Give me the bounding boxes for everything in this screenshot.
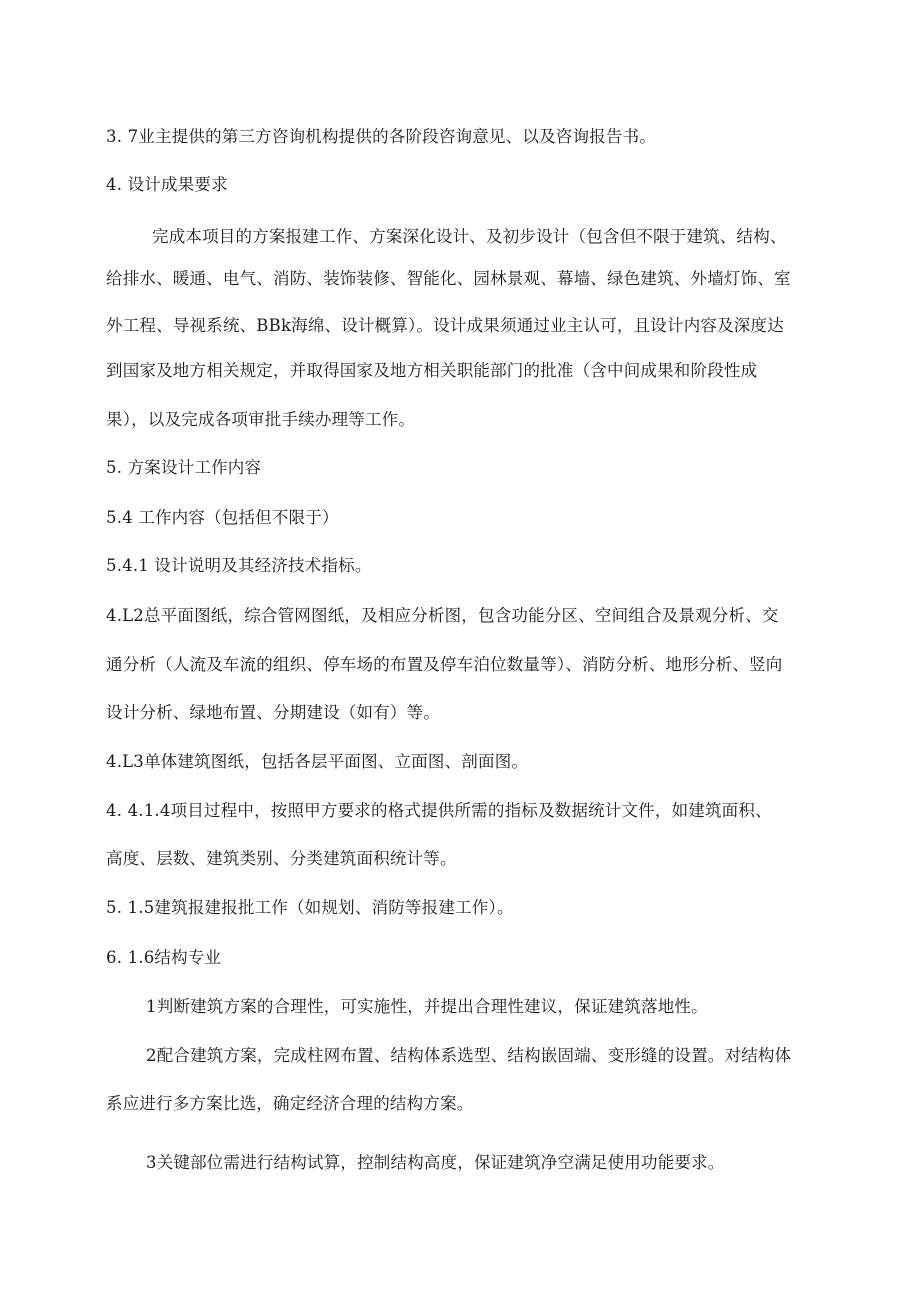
item-4-l2: 4.L2总平面图纸，综合管网图纸，及相应分析图，包含功能分区、空间组合及景观分析、交 xyxy=(106,606,779,625)
paragraph-line: 果），以及完成各项审批手续办理等工作。 xyxy=(106,410,416,429)
structure-point-1: 1判断建筑方案的合理性，可实施性，并提出合理性建议，保证建筑落地性。 xyxy=(146,997,708,1016)
paragraph-line: 系应进行多方案比选，确定经济合理的结构方案。 xyxy=(106,1094,474,1113)
paragraph-line: 通分析（人流及车流的组织、停车场的布置及停车泊位数量等）、消防分析、地形分析、竖向 xyxy=(106,655,783,674)
item-3-7: 3. 7业主提供的第三方咨询机构提供的各阶段咨询意见、以及咨询报告书。 xyxy=(106,127,656,146)
heading-5-scheme-design: 5. 方案设计工作内容 xyxy=(106,458,262,477)
structure-point-2: 2配合建筑方案，完成柱网布置、结构体系选型、结构嵌固端、变形缝的设置。对结构体 xyxy=(146,1046,792,1065)
paragraph-line: 给排水、暖通、电气、消防、装饰装修、智能化、园林景观、幕墙、绿色建筑、外墙灯饰、室 xyxy=(106,269,791,288)
paragraph-line: 高度、层数、建筑类别、分类建筑面积统计等。 xyxy=(106,849,457,868)
paragraph-line: 到国家及地方相关规定，并取得国家及地方相关职能部门的批准（含中间成果和阶段性成 xyxy=(106,361,758,380)
item-6-1-6: 6. 1.6结构专业 xyxy=(106,948,222,967)
structure-point-3: 3关键部位需进行结构试算，控制结构高度，保证建筑净空满足使用功能要求。 xyxy=(146,1153,725,1172)
paragraph-line: 完成本项目的方案报建工作、方案深化设计、及初步设计（包含但不限于建筑、结构、 xyxy=(152,227,787,246)
item-5-4-1: 5.4.1 设计说明及其经济技术指标。 xyxy=(106,556,372,575)
heading-4-design-results: 4. 设计成果要求 xyxy=(106,175,228,194)
item-4-l3: 4.L3单体建筑图纸，包括各层平面图、立面图、剖面图。 xyxy=(106,752,529,771)
paragraph-line: 设计分析、绿地布置、分期建设（如有）等。 xyxy=(106,703,440,722)
heading-5-4-work-content: 5.4 工作内容（包括但不限于） xyxy=(106,508,339,527)
paragraph-line: 外工程、导视系统、BBk海绵、设计概算）。设计成果须通过业主认可，且设计内容及深度达 xyxy=(106,316,784,335)
item-4-4-1-4: 4. 4.1.4项目过程中，按照甲方要求的格式提供所需的指标及数据统计文件，如建筑面积、 xyxy=(106,801,772,820)
item-5-1-5: 5. 1.5建筑报建报批工作（如规划、消防等报建工作）。 xyxy=(106,898,514,917)
